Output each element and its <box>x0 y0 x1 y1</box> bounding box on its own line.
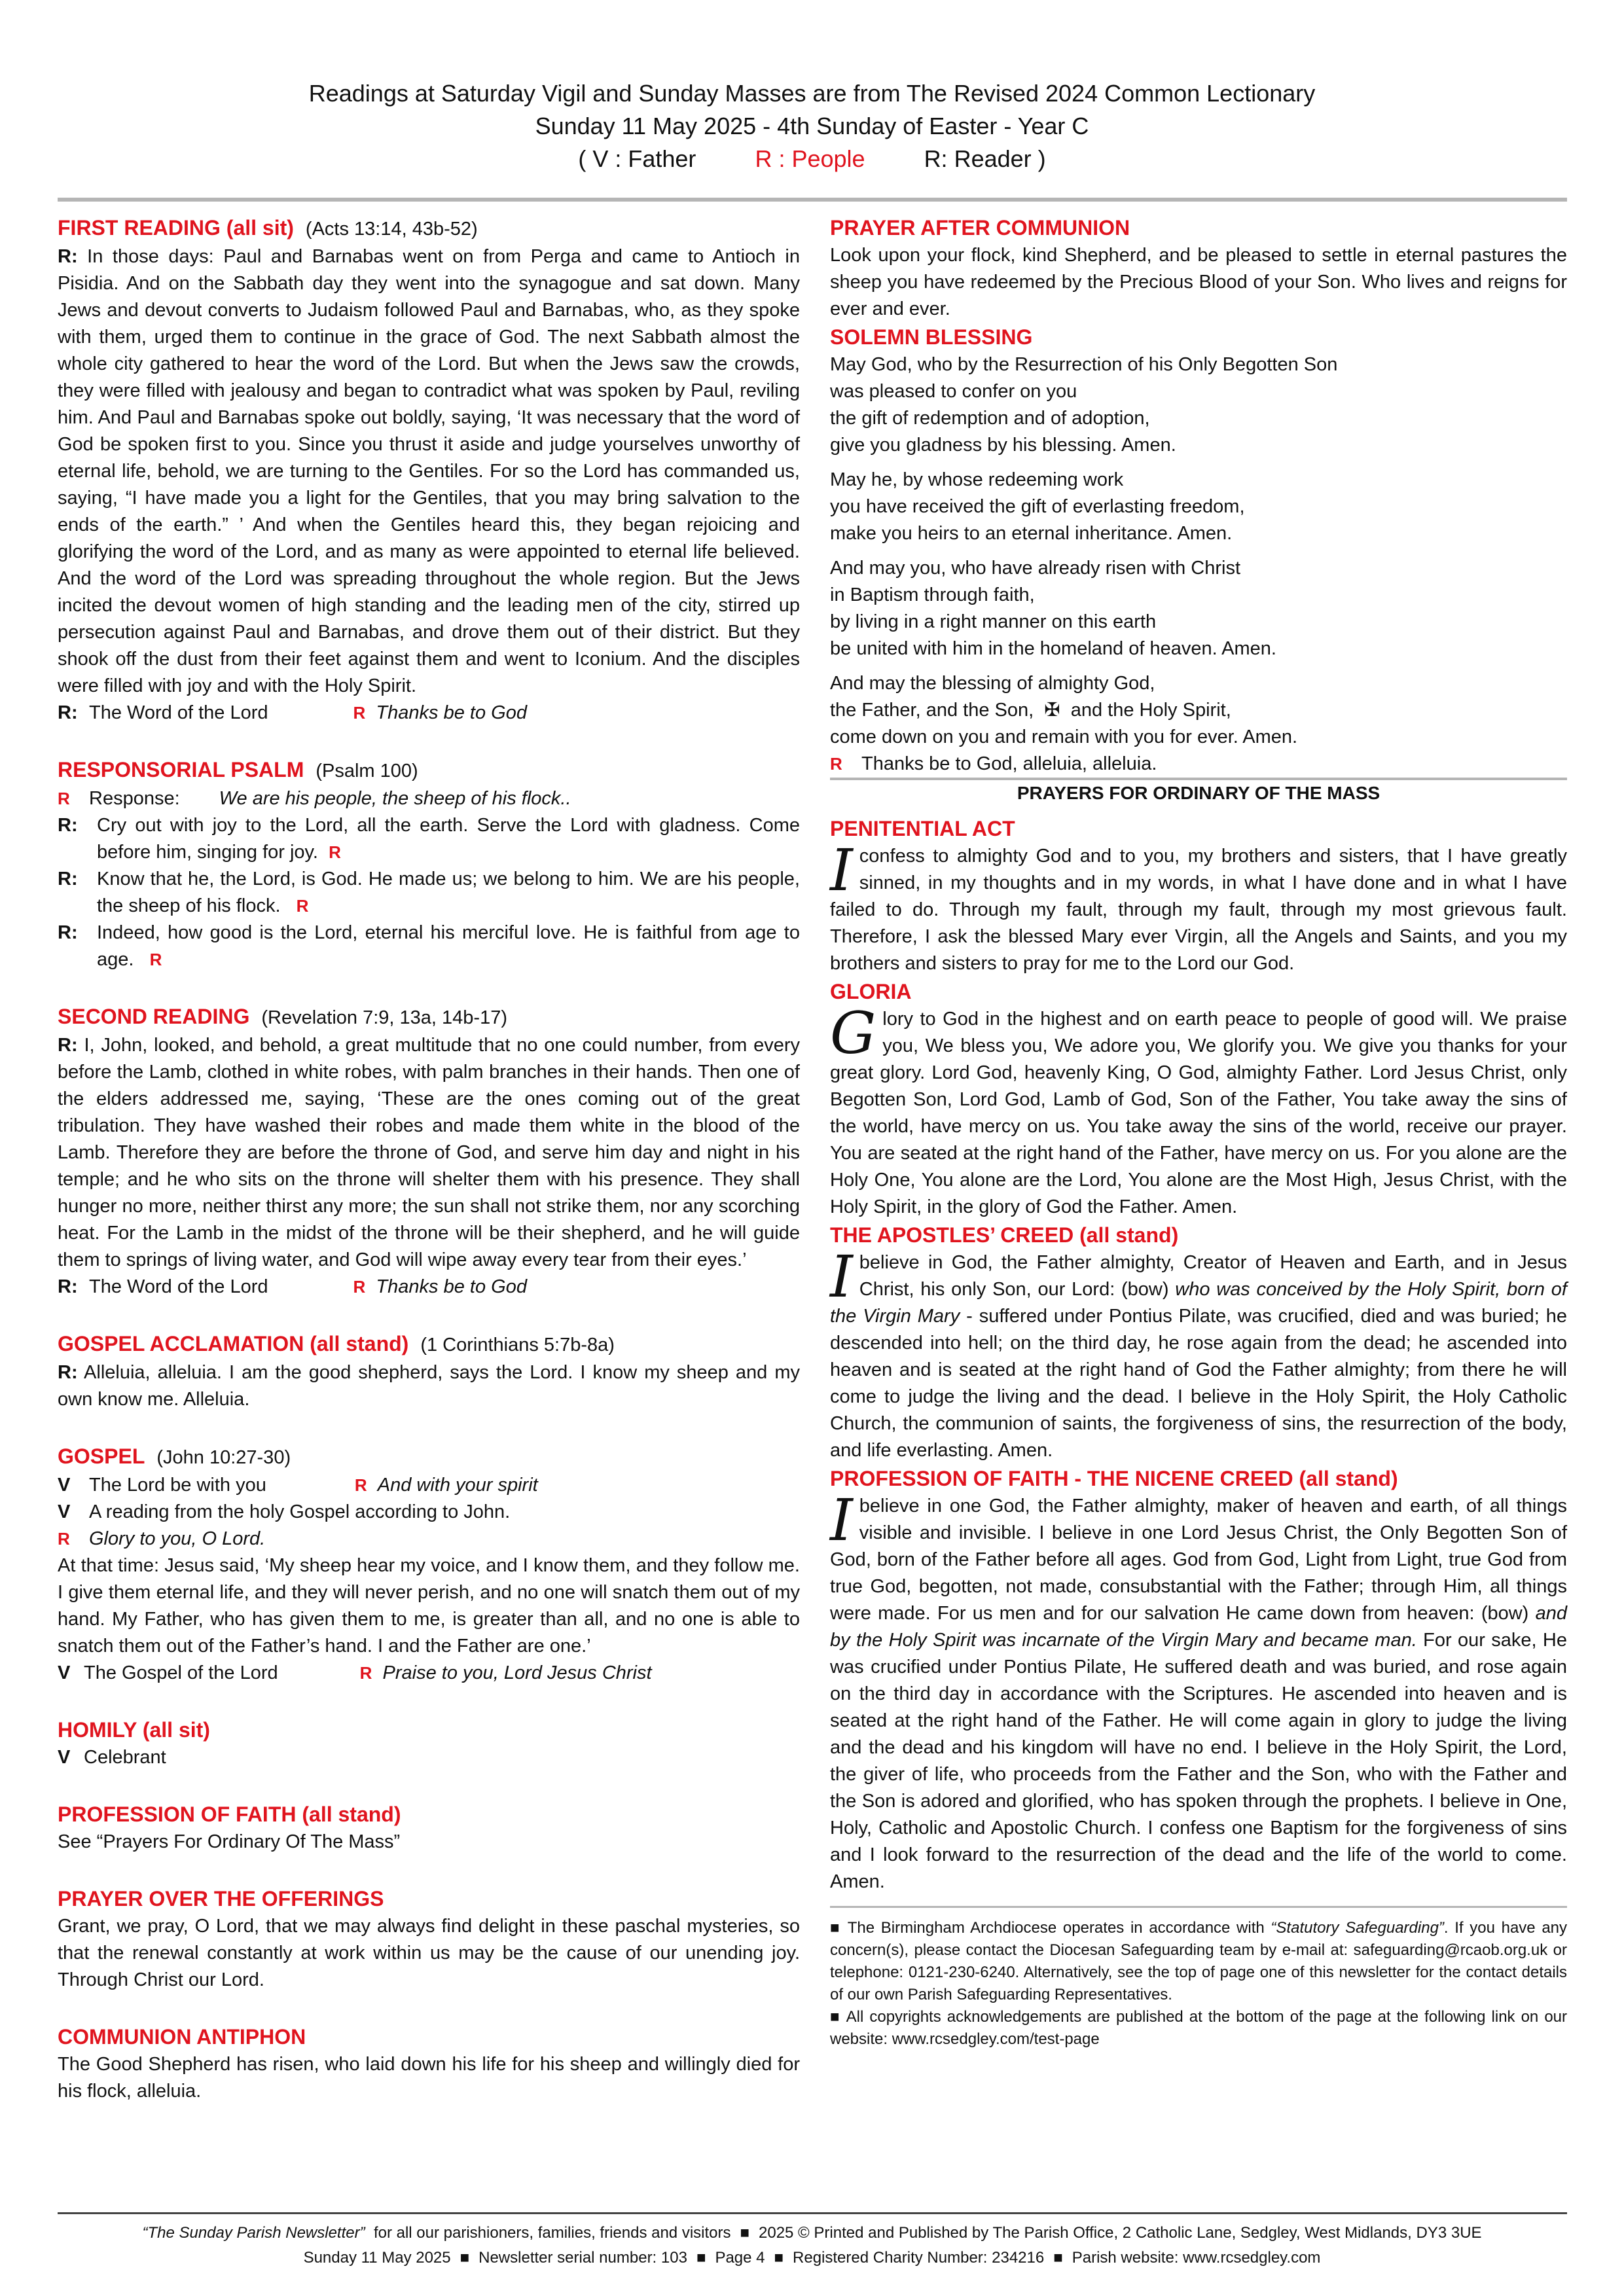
offerings-text: Grant, we pray, O Lord, that we may always find delight in these paschal mysteries, so that the renewal constantly at work within us may be the cause of our unending joy. Through Christ our Lord. <box>58 1916 800 1990</box>
profession-title: PROFESSION OF FAITH (all stand) <box>58 1803 401 1826</box>
offerings-title: PRAYER OVER THE OFFERINGS <box>58 1887 384 1910</box>
notes-divider <box>830 1906 1567 1908</box>
psalm-verse-3: R: Indeed, how good is the Lord, eternal his merciful love. He is faithful from age to age. R <box>58 922 800 970</box>
right-column <box>830 213 1567 2051</box>
ordinary-title: PRAYERS FOR ORDINARY OF THE MASS <box>1017 783 1380 803</box>
blessing-stanza-2: May he, by whose redeeming work you have received the gift of everlasting freedom, make you heirs to an eternal inheritance. Amen. <box>830 469 1245 544</box>
blessing-stanza-3: And may you, who have already risen with Christ in Baptism through faith, by living in a right manner on this earth be united with him in the homeland of heaven. Amen. <box>830 558 1276 659</box>
apostles-creed-text: Ibelieve in God, the Father almighty, Creator of Heaven and Earth, and in Jesus Christ, his only Son, our Lord: (bow) who was conceived by the Holy Spirit, born of the Virgin Mary - suffered under Pontius Pilate, was crucified, died and was buried; he descended into hell; on the third day, he rose again from the dead; he ascended into heaven and is seated at the right hand of God the Father almighty; from there he will come to judge the living and the dead. I believe in the Holy Spirit, the Holy Catholic Church, the communion of saints, the forgiveness of sins, the resurrection of the body, and life everlasting. Amen. <box>830 1243 1567 1461</box>
acclamation-text: R: Alleluia, alleluia. I am the good shepherd, says the Lord. I know my sheep and my own know me. Alleluia. <box>58 1362 800 1410</box>
blessing-title: SOLEMN BLESSING <box>830 325 1033 349</box>
penitential-title: PENITENTIAL ACT <box>830 817 1015 840</box>
profession-text: See “Prayers For Ordinary Of The Mass” <box>58 1831 401 1852</box>
drop-cap: I <box>830 1243 853 1310</box>
left-column <box>58 213 800 2105</box>
gloria-text: Glory to God in the highest and on earth peace to people of good will. We praise you, We bless you, We adore you, We glorify you. We give you thanks for your great glory. Lord God, heavenly King, O God, almighty Father. Lord Jesus Christ, only Begotten Son, Lord God, Lamb of God, Son of the Father, You take away the sins of the world, have mercy on us. You take away the sins of the world, receive our prayer. You are seated at the right hand of the Father, have mercy on us. For you alone are the Holy One, You alone are the Lord, You alone are the Most High, Jesus Christ, with the Holy Spirit, in the glory of God the Father. Amen. <box>830 999 1567 1217</box>
gloria-title: GLORIA <box>830 980 912 1003</box>
antiphon-text: The Good Shepherd has risen, who laid down his life for his sheep and willingly died for his flock, alleluia. <box>58 2054 800 2102</box>
footer-line-2: Sunday 11 May 2025 ■ Newsletter serial number: 103 ■ Page 4 ■ Registered Charity Number: 234216 ■ Parish website: www.rcsedgley.com <box>303 2249 1321 2267</box>
psalm-response: R Response: We are his people, the sheep of his flock.. <box>58 788 571 809</box>
nicene-creed-title: PROFESSION OF FAITH - THE NICENE CREED (all stand) <box>830 1467 1398 1490</box>
second-reading-title: SECOND READING (Revelation 7:9, 13a, 14b-17) <box>58 1005 507 1028</box>
key-reader: R: Reader ) <box>924 145 1046 172</box>
footer-line-1: “The Sunday Parish Newsletter” for all our parishioners, families, friends and visitors ■ 2025 © Printed and Published by The Parish Office, 2 Catholic Lane, Sedgley, West Midlands, DY3 3UE <box>142 2224 1482 2242</box>
penitential-text: Iconfess to almighty God and to you, my brothers and sisters, that I have greatly sinned, in my thoughts and in my words, in what I have done and in what I have failed to do. Through my fault, through my fault, through my most grievous fault. Therefore, I ask the blessed Mary ever Virgin, all the Angels and Saints, and you my brothers and sisters to pray for me to the Lord our God. <box>830 836 1567 974</box>
first-reading-response: R: The Word of the Lord R Thanks be to God <box>58 702 527 723</box>
drop-cap: I <box>830 1486 853 1554</box>
key-father: ( V : Father <box>578 145 696 172</box>
acclamation-title: GOSPEL ACCLAMATION (all stand) (1 Corinthians 5:7b-8a) <box>58 1332 615 1355</box>
homily-text: V Celebrant <box>58 1747 166 1768</box>
after-communion-title: PRAYER AFTER COMMUNION <box>830 216 1130 240</box>
gospel-announcement: V A reading from the holy Gospel according to John. <box>58 1501 511 1522</box>
copyright-note: ■ All copyrights acknowledgements are published at the bottom of the page at the following link on our website: www.rcsedgley.com/test-page <box>830 2008 1568 2048</box>
psalm-verse-2: R: Know that he, the Lord, is God. He made us; we belong to him. We are his people, the sheep of his flock. R <box>58 869 800 916</box>
first-reading-text: R: In those days: Paul and Barnabas went on from Perga and came to Antioch in Pisidia. And on the Sabbath day they went into the synagogue and sat down. Many Jews and devout converts to Judaism followed Paul and Barnabas, who, as they spoke with them, urged them to continue in the grace of God. The next Sabbath almost the whole city gathered to hear the word of the Lord. But when the Jews saw the crowds, they were filled with jealousy and began to contradict what was spoken by Paul, reviling him. And Paul and Barnabas spoke out boldly, saying, ‘It was necessary that the word of God be spoken first to you. Since you thrust it aside and judge yourselves unworthy of eternal life, behold, we are turning to the Gentiles. For so the Lord has commanded us, saying, “I have made you a light for the Gentiles, that you may bring salvation to the ends of the earth.” ’ And when the Gentiles heard this, they began rejoicing and glorifying the word of the Lord, and as many as were appointed to eternal life believed. And the word of the Lord was spreading throughout the whole region. But the Jews incited the devout women of high standing and the leading men of the city, stirred up persecution against Paul and Barnabas, and drove them out of their district. But they shook off the dust from their feet against them and went to Iconium. And the disciples were filled with joy and with the Holy Spirit. <box>58 246 800 696</box>
psalm-title: RESPONSORIAL PSALM (Psalm 100) <box>58 758 418 781</box>
cross-icon: ✠ <box>1044 700 1060 721</box>
lectionary-line: Readings at Saturday Vigil and Sunday Masses are from The Revised 2024 Common Lectionary <box>308 80 1316 107</box>
first-reading-title: FIRST READING (all sit) (Acts 13:14, 43b-52) <box>58 216 478 240</box>
speaker-key <box>0 143 1624 175</box>
gospel-greeting: V The Lord be with you R And with your spirit <box>58 1475 538 1496</box>
key-people: R : People <box>755 145 865 172</box>
gospel-glory: R Glory to you, O Lord. <box>58 1528 266 1549</box>
drop-cap: I <box>830 836 853 904</box>
blessing-stanza-4: And may the blessing of almighty God, the Father, and the Son, ✠ and the Holy Spirit, come down on you and remain with you for ever. Amen. R Thanks be to God, alleluia, alleluia. <box>830 673 1298 774</box>
gospel-end: V The Gospel of the Lord R Praise to you, Lord Jesus Christ <box>58 1662 652 1683</box>
second-reading-text: R: I, John, looked, and behold, a great multitude that no one could number, from every before the Lamb, clothed in white robes, with palm branches in their hands. Then one of the elders addressed me, saying, ‘These are the ones coming out of the great tribulation. They have washed their robes and made them white in the blood of the Lamb. Therefore they are before the throne of God, and serve him day and night in his temple; and he who sits on the throne will shelter them with his presence. They shall hunger no more, neither thirst any more; the sun shall not strike them, nor any scorching heat. For the Lamb in the midst of the throne will be their shepherd, and he will guide them to springs of living water, and God will wipe away every tear from their eyes.’ <box>58 1035 800 1270</box>
antiphon-title: COMMUNION ANTIPHON <box>58 2025 306 2049</box>
gospel-title: GOSPEL (John 10:27-30) <box>58 1444 291 1468</box>
header <box>0 77 1624 175</box>
gospel-text: At that time: Jesus said, ‘My sheep hear my voice, and I know them, and they follow me. I give them eternal life, and they will never perish, and no one will snatch them out of my hand. My Father, who has given them to me, is greater than all, and no one is able to snatch them out of the Father’s hand. I and the Father are one.’ <box>58 1555 800 1657</box>
blessing-stanza-1: May God, who by the Resurrection of his Only Begotten Son was pleased to confer on you the gift of redemption and of adoption, give you gladness by his blessing. Amen. <box>830 354 1338 456</box>
apostles-creed-title: THE APOSTLES’ CREED (all stand) <box>830 1223 1179 1247</box>
drop-cap: G <box>830 999 876 1067</box>
second-reading-response: R: The Word of the Lord R Thanks be to God <box>58 1276 527 1297</box>
after-communion-text: Look upon your flock, kind Shepherd, and be pleased to settle in eternal pastures the sheep you have redeemed by the Precious Blood of your Son. Who lives and reigns for ever and ever. <box>830 245 1567 319</box>
date-line: Sunday 11 May 2025 - 4th Sunday of Easter - Year C <box>535 113 1089 139</box>
nicene-creed-text: Ibelieve in one God, the Father almighty, maker of heaven and earth, of all things visible and invisible. I believe in one Lord Jesus Christ, the Only Begotten Son of God, born of the Father before all ages. God from God, Light from Light, true God from true God, begotten, not made, consubstantial with the Father; through Him, all things were made. For us men and for our salvation He came down from heaven: (bow) and by the Holy Spirit was incarnate of the Virgin Mary and became man. For our sake, He was crucified under Pontius Pilate, He suffered death and was buried, and rose again on the third day in accordance with the Scriptures. He ascended into heaven and is seated at the right hand of the Father. He will come again in glory to judge the living and the dead and his kingdom will have no end. I believe in the Holy Spirit, the Lord, the giver of life, who proceeds from the Father and the Son, who with the Father and the Son is adored and glorified, who has spoken through the prophets. I believe in One, Holy, Catholic and Apostolic Church. I confess one Baptism for the forgiveness of sins and I look forward to the resurrection of the dead and the life of the world to come. Amen. <box>830 1486 1567 1892</box>
homily-title: HOMILY (all sit) <box>58 1718 210 1742</box>
footer-divider <box>58 2212 1567 2214</box>
safeguarding-note: ■ The Birmingham Archdiocese operates in accordance with “Statutory Safeguarding”. If you have any concern(s), please contact the Diocesan Safeguarding team by e-mail at: safeguarding@rcaob.org.uk or telephone: 0121-230-6240. Alternatively, see the top of page one of this newsletter for the contact details of our own Parish Safeguarding Representatives. <box>830 1919 1568 2003</box>
psalm-verse-1: R: Cry out with joy to the Lord, all the earth. Serve the Lord with gladness. Come before him, singing for joy. R <box>58 815 800 863</box>
top-divider <box>58 198 1567 202</box>
